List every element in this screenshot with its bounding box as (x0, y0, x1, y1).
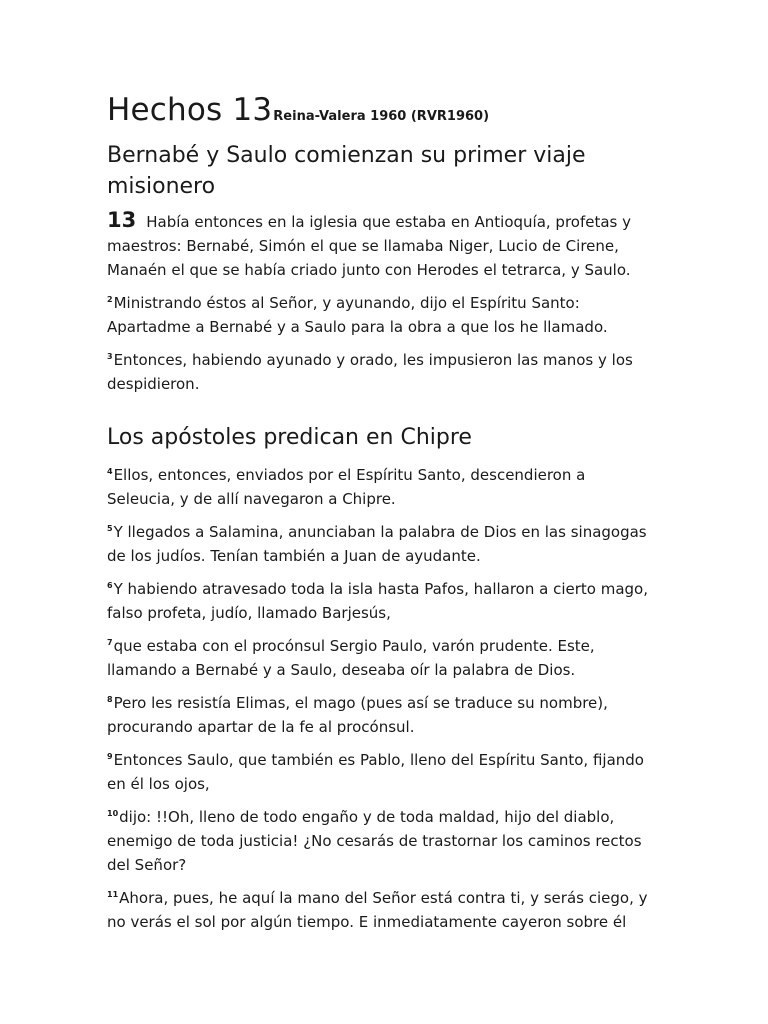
verse-text: Entonces Saulo, que también es Pablo, lleno del Espíritu Santo, fijando en él los ojos, (107, 751, 644, 793)
verse-2 (107, 291, 648, 339)
chapter-number: 13 (107, 208, 137, 232)
section-heading: Bernabé y Saulo comienzan su primer viaje misionero (107, 143, 586, 199)
verse-number: 11 (107, 890, 119, 899)
book-chapter-title: Hechos 13 (107, 92, 273, 128)
bible-version: Reina-Valera 1960 (RVR1960) (273, 109, 490, 124)
verse-text: Pero les resistía Elimas, el mago (pues así se traduce su nombre), procurando apartar de la fe al procónsul. (107, 694, 608, 736)
verse-8 (107, 691, 648, 739)
verse-number: 5 (107, 524, 113, 533)
verse-text: Y habiendo atravesado toda la isla hasta Pafos, hallaron a cierto mago, falso profeta, judío, llamado Barjesús, (107, 580, 648, 622)
verse-number: 10 (107, 809, 119, 818)
verse-1 (107, 210, 648, 282)
verse-11 (107, 886, 648, 934)
verse-5 (107, 520, 648, 568)
verse-number: 2 (107, 295, 113, 304)
verse-3 (107, 348, 648, 396)
verse-7 (107, 634, 648, 682)
verse-number: 4 (107, 467, 113, 476)
verse-text: Ahora, pues, he aquí la mano del Señor está contra ti, y serás ciego, y no verás el sol por algún tiempo. E inmediatamente cayeron sobre él (107, 889, 648, 931)
verse-4 (107, 463, 648, 511)
verse-9 (107, 748, 648, 796)
section-heading: Los apóstoles predican en Chipre (107, 425, 472, 450)
verse-text: Y llegados a Salamina, anunciaban la palabra de Dios en las sinagogas de los judíos. Tenían también a Juan de ayudante. (107, 523, 647, 565)
verse-number: 3 (107, 352, 113, 361)
verse-number: 8 (107, 695, 113, 704)
verse-text: Había entonces en la iglesia que estaba en Antioquía, profetas y maestros: Bernabé, Simón el que se llamaba Niger, Lucio de Cirene, Manaén el que se había criado junto con Herodes el tetrarca, y Saulo. (107, 213, 631, 279)
verse-text: dijo: !!Oh, lleno de todo engaño y de toda maldad, hijo del diablo, enemigo de toda justicia! ¿No cesarás de trastornar los caminos rectos del Señor? (107, 808, 642, 874)
verse-text: Ministrando éstos al Señor, y ayunando, dijo el Espíritu Santo: Apartadme a Bernabé y a Saulo para la obra a que los he llamado. (107, 294, 608, 336)
verse-10 (107, 805, 648, 877)
verse-text: Ellos, entonces, enviados por el Espíritu Santo, descendieron a Seleucia, y de allí navegaron a Chipre. (107, 466, 586, 508)
page-title (107, 90, 648, 128)
verse-text: Entonces, habiendo ayunado y orado, les impusieron las manos y los despidieron. (107, 351, 633, 393)
verse-number: 7 (107, 638, 113, 647)
verse-number: 9 (107, 752, 113, 761)
verse-6 (107, 577, 648, 625)
verse-number: 6 (107, 581, 113, 590)
verse-text: que estaba con el procónsul Sergio Paulo, varón prudente. Este, llamando a Bernabé y a Saulo, deseaba oír la palabra de Dios. (107, 637, 595, 679)
